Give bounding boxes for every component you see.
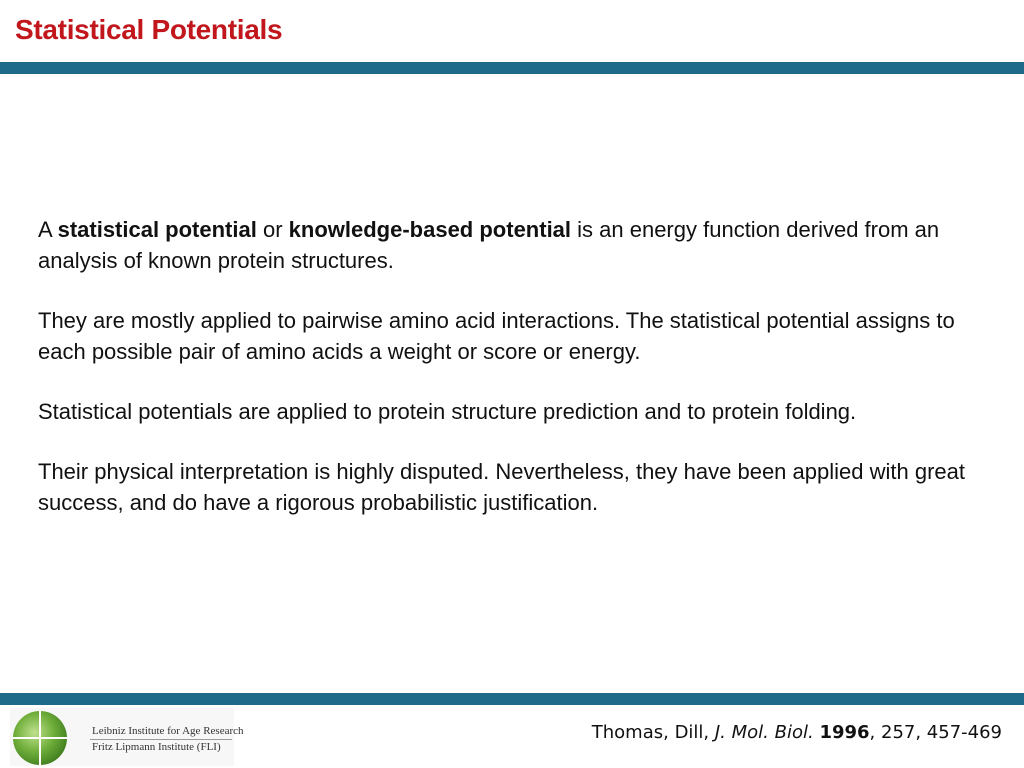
paragraph-pairwise: They are mostly applied to pairwise amino acid interactions. The statistical potential assigns to each possible pair of amino acids a weight or score or energy.	[38, 308, 955, 364]
bottom-divider-bar	[0, 693, 1024, 705]
paragraph-text: or	[256, 217, 289, 242]
citation-journal: J. Mol. Biol.	[714, 722, 814, 743]
paragraph-applications: Statistical potentials are applied to protein structure prediction and to protein folding.	[38, 399, 857, 424]
citation-year: 1996	[819, 722, 870, 743]
slide-title: Statistical Potentials	[15, 14, 283, 45]
citation	[592, 722, 1002, 743]
citation-details: , 257, 457-469	[869, 722, 1002, 743]
term-statistical-potential: statistical potential	[57, 217, 257, 242]
logo-text-fli: Fritz Lipmann Institute (FLI)	[92, 741, 221, 753]
slide-body	[38, 214, 998, 547]
paragraph-interpretation: Their physical interpretation is highly disputed. Nevertheless, they have been applied with great success, and do have a rigorous probabilistic justification.	[38, 459, 965, 515]
paragraph-text: A	[38, 217, 58, 242]
term-knowledge-based-potential: knowledge-based potential	[288, 217, 572, 242]
logo-text-leibniz: Leibniz Institute for Age Research	[92, 725, 244, 737]
institute-logo	[10, 708, 244, 766]
paragraph-text: is an energy function derived from an analysis of known protein structures.	[38, 217, 940, 273]
fli-logo-icon	[10, 709, 70, 767]
logo-separator	[90, 739, 232, 740]
top-divider-bar	[0, 62, 1024, 74]
paragraph-definition	[38, 214, 998, 276]
citation-authors: Thomas, Dill,	[591, 722, 715, 743]
